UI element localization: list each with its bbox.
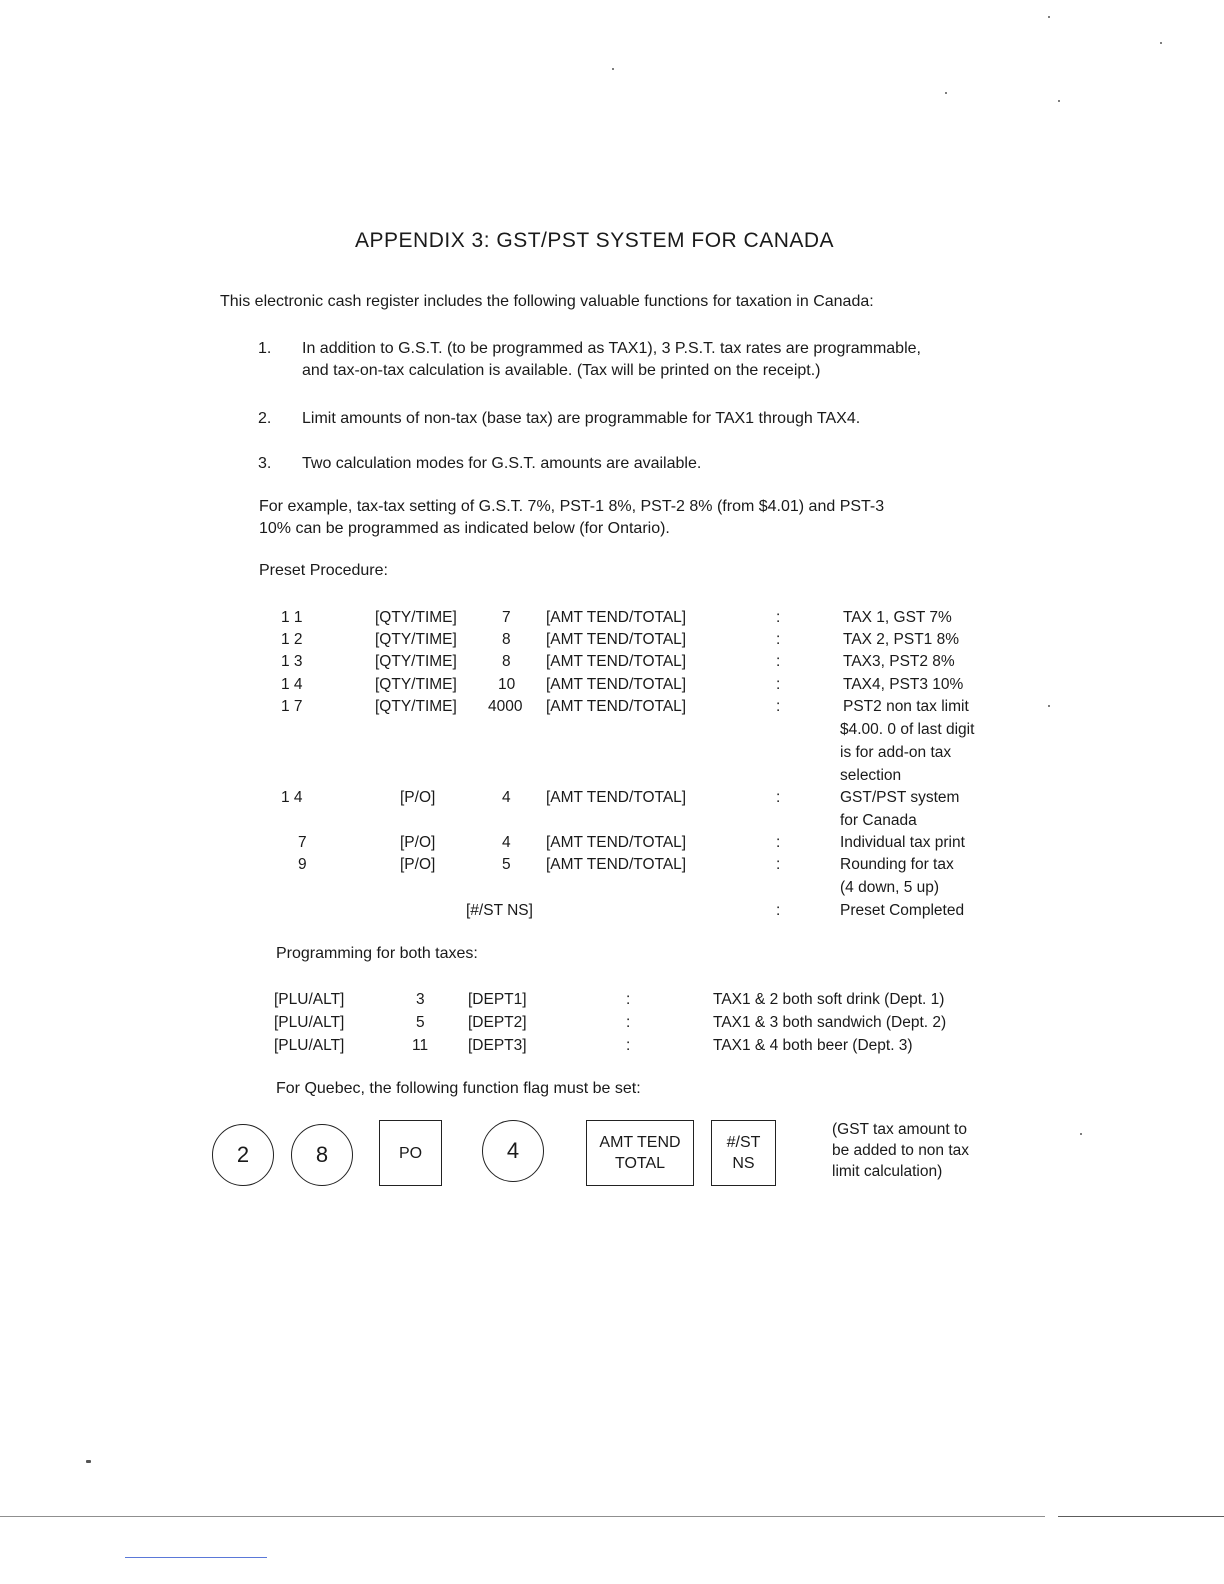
programming-dept: [DEPT3] bbox=[468, 1037, 527, 1054]
list-item-text: and tax-on-tax calculation is available. (Tax will be printed on the receipt.) bbox=[302, 362, 821, 379]
programming-value: 5 bbox=[416, 1014, 425, 1031]
preset-value: 10 bbox=[498, 676, 516, 693]
preset-value: 4 bbox=[502, 789, 511, 806]
preset-description: selection bbox=[840, 767, 902, 784]
quebec-label: For Quebec, the following function flag must be set: bbox=[276, 1080, 641, 1097]
preset-value: 8 bbox=[502, 631, 511, 648]
scan-speck bbox=[86, 1460, 91, 1463]
example-text: For example, tax-tax setting of G.S.T. 7%, PST-1 8%, PST-2 8% (from $4.01) and PST-3 bbox=[259, 498, 885, 515]
preset-key: [QTY/TIME] bbox=[375, 609, 457, 626]
key-po bbox=[379, 1120, 442, 1186]
page-title: APPENDIX 3: GST/PST SYSTEM FOR CANADA bbox=[355, 229, 835, 252]
preset-key: [AMT TEND/TOTAL] bbox=[546, 609, 687, 626]
keys-note: (GST tax amount to bbox=[832, 1121, 967, 1138]
programming-description: TAX1 & 2 both soft drink (Dept. 1) bbox=[713, 991, 945, 1008]
programming-key: [PLU/ALT] bbox=[274, 1037, 345, 1054]
preset-key: [AMT TEND/TOTAL] bbox=[546, 653, 687, 670]
keys-note: be added to non tax bbox=[832, 1142, 970, 1159]
example-text: 10% can be programmed as indicated below (for Ontario). bbox=[259, 520, 670, 537]
preset-separator: : bbox=[776, 676, 781, 693]
programming-key: [PLU/ALT] bbox=[274, 991, 345, 1008]
list-item-text: Two calculation modes for G.S.T. amounts are available. bbox=[302, 455, 702, 472]
key-label: 8 bbox=[315, 1142, 329, 1167]
preset-description: Individual tax print bbox=[840, 834, 965, 851]
preset-label: Preset Procedure: bbox=[259, 562, 388, 579]
preset-value: 4000 bbox=[488, 698, 523, 715]
key-label: AMT TEND bbox=[599, 1134, 681, 1151]
programming-label: Programming for both taxes: bbox=[276, 945, 478, 962]
preset-value: 5 bbox=[502, 856, 511, 873]
preset-key: [QTY/TIME] bbox=[375, 698, 457, 715]
preset-key: [QTY/TIME] bbox=[375, 653, 457, 670]
scan-speck bbox=[1080, 1133, 1082, 1135]
preset-code: 1 2 bbox=[281, 631, 303, 648]
programming-description: TAX1 & 3 both sandwich (Dept. 2) bbox=[713, 1014, 947, 1031]
preset-description: (4 down, 5 up) bbox=[840, 879, 940, 896]
preset-key: [AMT TEND/TOTAL] bbox=[546, 676, 687, 693]
programming-separator: : bbox=[626, 1037, 631, 1054]
preset-separator: : bbox=[776, 653, 781, 670]
preset-description: Preset Completed bbox=[840, 902, 965, 919]
preset-key: [P/O] bbox=[400, 789, 436, 806]
programming-key: [PLU/ALT] bbox=[274, 1014, 345, 1031]
preset-code: 1 1 bbox=[281, 609, 303, 626]
programming-value: 3 bbox=[416, 991, 425, 1008]
key-label: TOTAL bbox=[614, 1155, 666, 1172]
programming-dept: [DEPT1] bbox=[468, 991, 527, 1008]
preset-description: PST2 non tax limit bbox=[843, 698, 969, 715]
scan-line bbox=[0, 1516, 1045, 1517]
list-item-number: 1. bbox=[258, 340, 272, 357]
preset-separator: : bbox=[776, 902, 781, 919]
key-amt-tend-total bbox=[586, 1120, 694, 1186]
preset-code: 1 4 bbox=[281, 676, 303, 693]
preset-description: is for add-on tax bbox=[840, 744, 952, 761]
preset-description: for Canada bbox=[840, 812, 917, 829]
preset-key: [AMT TEND/TOTAL] bbox=[546, 698, 687, 715]
preset-code: 1 7 bbox=[281, 698, 303, 715]
preset-code: 1 3 bbox=[281, 653, 303, 670]
preset-key: [QTY/TIME] bbox=[375, 631, 457, 648]
preset-description: TAX3, PST2 8% bbox=[843, 653, 955, 670]
preset-separator: : bbox=[776, 698, 781, 715]
preset-separator: : bbox=[776, 631, 781, 648]
scan-speck bbox=[945, 92, 947, 94]
preset-key: [P/O] bbox=[400, 834, 436, 851]
scan-line bbox=[1058, 1516, 1224, 1517]
preset-description: GST/PST system bbox=[840, 789, 960, 806]
preset-key: [AMT TEND/TOTAL] bbox=[546, 834, 687, 851]
preset-value: 8 bbox=[502, 653, 511, 670]
preset-key: [#/ST NS] bbox=[466, 902, 533, 919]
key-st-ns bbox=[711, 1120, 776, 1186]
preset-separator: : bbox=[776, 856, 781, 873]
key-8 bbox=[291, 1124, 353, 1186]
keys-note: limit calculation) bbox=[832, 1163, 943, 1180]
preset-separator: : bbox=[776, 834, 781, 851]
preset-key: [P/O] bbox=[400, 856, 436, 873]
preset-key: [AMT TEND/TOTAL] bbox=[546, 856, 687, 873]
key-label: NS bbox=[732, 1155, 755, 1172]
list-item-text: Limit amounts of non-tax (base tax) are programmable for TAX1 through TAX4. bbox=[302, 410, 861, 427]
preset-description: $4.00. 0 of last digit bbox=[840, 721, 975, 738]
key-label: #/ST bbox=[726, 1134, 761, 1151]
programming-description: TAX1 & 4 both beer (Dept. 3) bbox=[713, 1037, 913, 1054]
scan-speck bbox=[612, 68, 614, 70]
preset-value: 7 bbox=[502, 609, 511, 626]
list-item-number: 2. bbox=[258, 410, 272, 427]
preset-code: 1 4 bbox=[281, 789, 303, 806]
scan-speck bbox=[1048, 16, 1050, 18]
preset-description: Rounding for tax bbox=[840, 856, 954, 873]
intro-text: This electronic cash register includes the following valuable functions for taxation in Canada: bbox=[220, 293, 874, 310]
preset-key: [AMT TEND/TOTAL] bbox=[546, 631, 687, 648]
programming-separator: : bbox=[626, 1014, 631, 1031]
preset-description: TAX 1, GST 7% bbox=[843, 609, 952, 626]
scan-speck bbox=[1160, 42, 1162, 44]
key-2 bbox=[212, 1124, 274, 1186]
preset-description: TAX4, PST3 10% bbox=[843, 676, 964, 693]
preset-separator: : bbox=[776, 609, 781, 626]
programming-dept: [DEPT2] bbox=[468, 1014, 527, 1031]
preset-key: [QTY/TIME] bbox=[375, 676, 457, 693]
list-item-number: 3. bbox=[258, 455, 272, 472]
key-label: PO bbox=[398, 1144, 423, 1162]
preset-description: TAX 2, PST1 8% bbox=[843, 631, 960, 648]
preset-code: 7 bbox=[298, 834, 307, 851]
preset-code: 9 bbox=[298, 856, 307, 873]
scan-speck bbox=[1048, 705, 1050, 707]
preset-separator: : bbox=[776, 789, 781, 806]
programming-value: 11 bbox=[412, 1037, 429, 1054]
list-item-text: In addition to G.S.T. (to be programmed as TAX1), 3 P.S.T. tax rates are programmable, bbox=[302, 340, 921, 357]
key-4 bbox=[482, 1120, 544, 1182]
key-label: 4 bbox=[506, 1138, 520, 1163]
scan-line bbox=[125, 1557, 267, 1558]
programming-separator: : bbox=[626, 991, 631, 1008]
preset-key: [AMT TEND/TOTAL] bbox=[546, 789, 687, 806]
scan-speck bbox=[1058, 100, 1060, 102]
preset-value: 4 bbox=[502, 834, 511, 851]
key-label: 2 bbox=[236, 1142, 250, 1167]
